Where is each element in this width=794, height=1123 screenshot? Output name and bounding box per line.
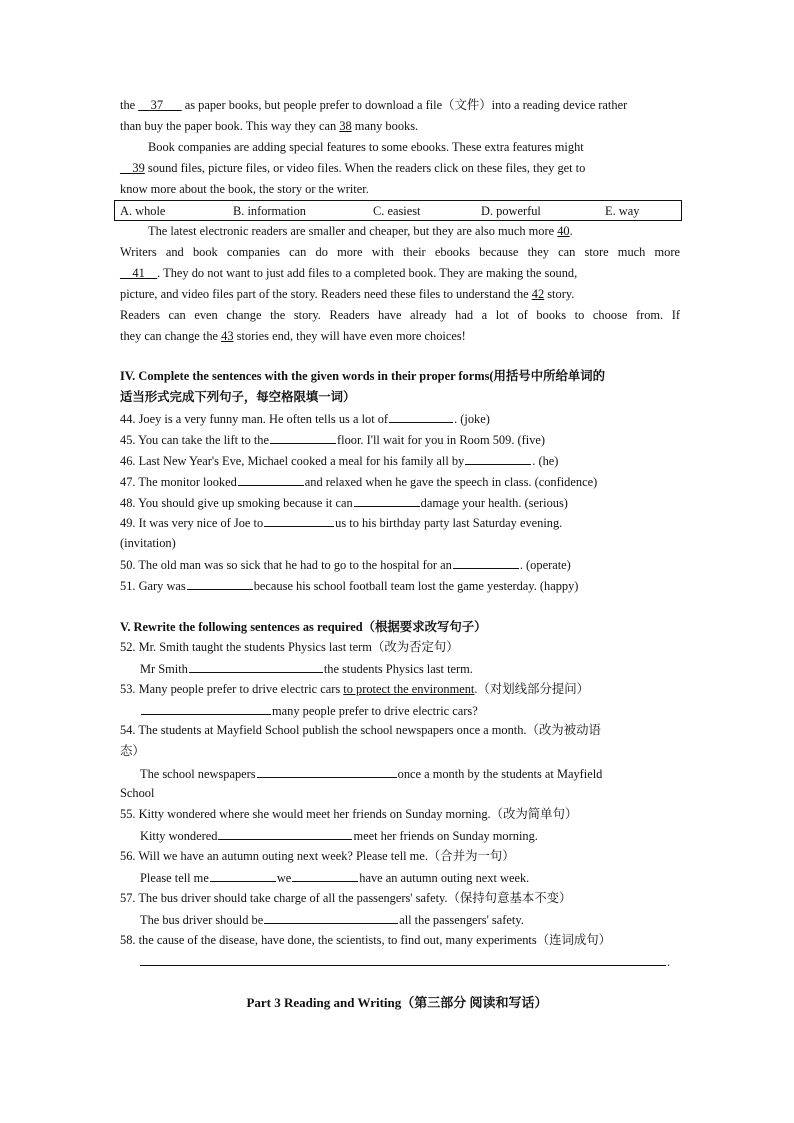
passage-line-1: the __37___ as paper books, but people prefer to download a file（文件）into a reading device rather: [120, 98, 628, 112]
passage-line-7: Writers and book companies can do more with their ebooks because they can store much more: [120, 245, 680, 259]
answer-line-58[interactable]: [140, 965, 666, 966]
question-57-answer: The bus driver should be all the passengers' safety.: [140, 913, 524, 927]
answer-blank-57[interactable]: [264, 911, 398, 924]
answer-blank-46[interactable]: [465, 452, 531, 465]
passage-line-10: Readers can even change the story. Readers have already had a lot of books to choose from. If: [120, 308, 680, 322]
option-a: A. whole: [120, 204, 166, 218]
part-3-title: Part 3 Reading and Writing（第三部分 阅读和写话）: [246, 995, 548, 1010]
option-b: B. information: [233, 204, 306, 218]
answer-blank-52[interactable]: [189, 660, 323, 673]
question-58: 58. the cause of the disease, have done, the scientists, to find out, many experiments（连词成句）: [120, 933, 612, 947]
question-48: 48. You should give up smoking because it can damage your health. (serious): [120, 496, 568, 510]
answer-blank-50[interactable]: [453, 556, 519, 569]
blank-38[interactable]: 38: [339, 119, 352, 133]
question-49-cont: (invitation): [120, 536, 176, 550]
blank-39[interactable]: __39: [120, 161, 145, 175]
passage-line-8: __41__. They do not want to just add files to a completed book. They are making the sound,: [120, 266, 578, 280]
question-54: 54. The students at Mayfield School publish the school newspapers once a month.（改为被动语: [120, 723, 601, 737]
answer-blank-49[interactable]: [264, 514, 334, 527]
section-4-title-cont: 适当形式完成下列句子，每空格限填一词）: [120, 390, 356, 404]
question-54-cont: 态）: [120, 744, 145, 758]
blank-37[interactable]: __37___: [138, 98, 182, 112]
question-56: 56. Will we have an autumn outing next week? Please tell me.（合并为一句）: [120, 849, 515, 863]
question-57: 57. The bus driver should take charge of all the passengers' safety.（保持句意基本不变）: [120, 891, 572, 905]
question-53: 53. Many people prefer to drive electric cars to protect the environment.（对划线部分提问）: [120, 682, 590, 696]
question-47: 47. The monitor looked and relaxed when he gave the speech in class. (confidence): [120, 475, 598, 489]
answer-blank-45[interactable]: [270, 431, 336, 444]
blank-41[interactable]: __41__: [120, 266, 158, 280]
passage-line-2: than buy the paper book. This way they can 38 many books.: [120, 119, 419, 133]
question-54-answer-cont: School: [120, 786, 155, 800]
answer-blank-54[interactable]: [257, 765, 397, 778]
question-49: 49. It was very nice of Joe to us to his birthday party last Saturday evening.: [120, 516, 563, 530]
question-52: 52. Mr. Smith taught the students Physics last term（改为否定句）: [120, 640, 459, 654]
blank-42[interactable]: 42: [531, 287, 545, 301]
section-4-title: IV. Complete the sentences with the given words in their proper forms(用括号中所给单词的: [120, 369, 606, 383]
question-53-answer: many people prefer to drive electric cars?: [140, 702, 680, 719]
answer-blank-48[interactable]: [354, 494, 420, 507]
passage-line-6: The latest electronic readers are smaller and cheaper, but they are also much more 40.: [148, 224, 573, 238]
answer-blank-47[interactable]: [238, 473, 304, 486]
question-51: 51. Gary was because his school football team lost the game yesterday. (happy): [120, 579, 579, 593]
answer-blank-44[interactable]: [389, 410, 453, 423]
question-44: 44. Joey is a very funny man. He often tells us a lot of . (joke): [120, 412, 490, 426]
answer-blank-55[interactable]: [218, 827, 352, 840]
question-55: 55. Kitty wondered where she would meet her friends on Sunday morning.（改为简单句）: [120, 807, 578, 821]
answer-blank-53[interactable]: [141, 702, 271, 715]
section-5-title: V. Rewrite the following sentences as required（根据要求改写句子）: [120, 620, 487, 634]
answer-line-58-period: .: [667, 955, 671, 969]
answer-blank-51[interactable]: [187, 577, 253, 590]
question-54-answer: The school newspapers once a month by the students at Mayfield: [140, 767, 603, 781]
answer-blank-56a[interactable]: [210, 869, 276, 882]
passage-line-3: Book companies are adding special features to some ebooks. These extra features might: [148, 140, 584, 154]
passage-line-5: know more about the book, the story or the writer.: [120, 182, 369, 196]
question-46: 46. Last New Year's Eve, Michael cooked a meal for his family all by . (he): [120, 454, 559, 468]
option-e: E. way: [605, 204, 640, 218]
answer-blank-56b[interactable]: [292, 869, 358, 882]
passage-line-11: they can change the 43 stories end, they will have even more choices!: [120, 329, 466, 343]
blank-40[interactable]: 40: [557, 224, 570, 238]
option-d: D. powerful: [481, 204, 541, 218]
blank-43[interactable]: 43: [221, 329, 234, 343]
passage-line-9: picture, and video files part of the story. Readers need these files to understand the 42 story.: [120, 287, 575, 301]
question-45: 45. You can take the lift to the floor. I'll wait for you in Room 509. (five): [120, 433, 546, 447]
question-50: 50. The old man was so sick that he had to go to the hospital for an . (operate): [120, 558, 571, 572]
question-52-answer: Mr Smith the students Physics last term.: [140, 662, 473, 676]
option-c: C. easiest: [373, 204, 421, 218]
passage-line-4: __39 sound files, picture files, or video files. When the readers click on these files, they get to: [120, 161, 586, 175]
underlined-phrase: to protect the environment: [343, 682, 475, 696]
options-box: [114, 200, 682, 221]
question-56-answer: Please tell me we have an autumn outing next week.: [140, 871, 530, 885]
question-55-answer: Kitty wondered meet her friends on Sunday morning.: [140, 829, 538, 843]
